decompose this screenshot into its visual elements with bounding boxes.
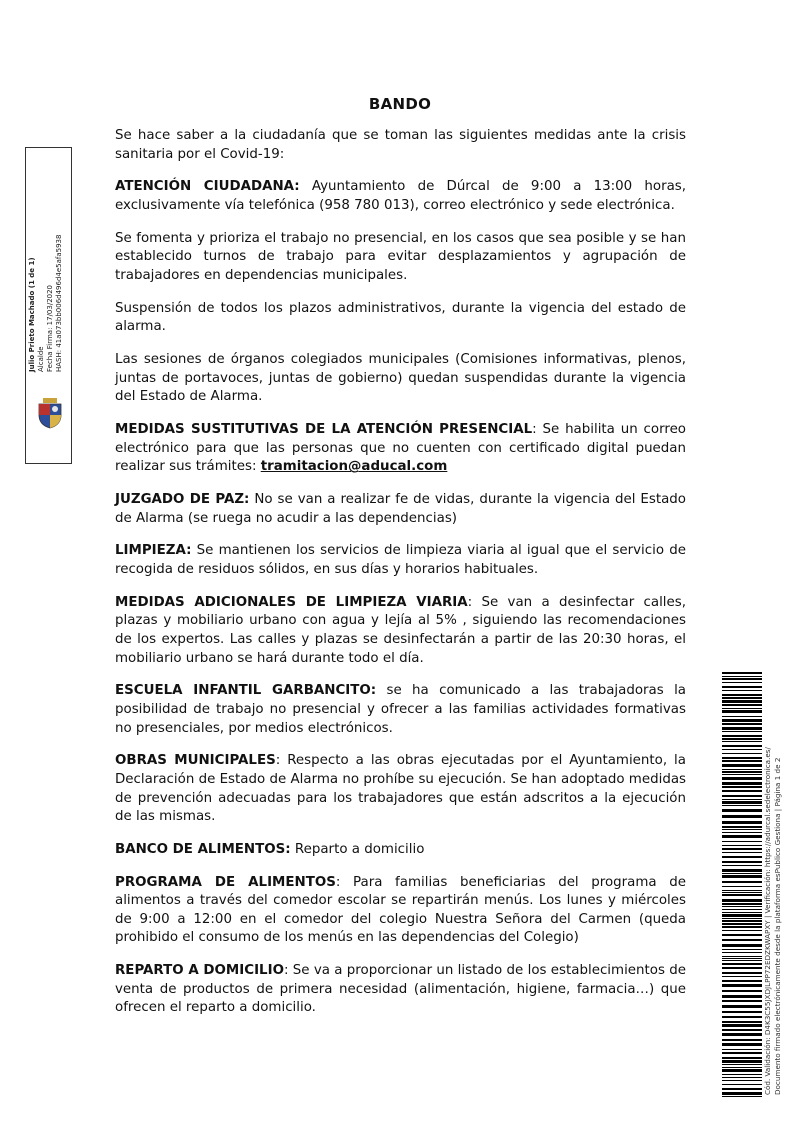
- barcode-bar: [722, 934, 762, 936]
- barcode-bar: [722, 1011, 762, 1013]
- barcode-bar: [722, 972, 762, 974]
- barcode-bar: [722, 918, 762, 919]
- barcode-bar: [722, 731, 762, 732]
- barcode-bar: [722, 926, 762, 928]
- barcode-bar: [722, 903, 762, 905]
- barcode-bar: [722, 1084, 762, 1085]
- sesiones-paragraph: Las sesiones de órganos colegiados municipales (Comisiones informativas, plenos, juntas de portavoces, juntas de gobierno) quedan suspendidas durante la vigencia del Estado de Alarma.: [115, 352, 686, 405]
- barcode-bar: [722, 914, 762, 917]
- barcode-bar: [722, 930, 762, 931]
- barcode-bar: [722, 1052, 762, 1054]
- barcode-bar: [722, 1074, 762, 1075]
- barcode-bar: [722, 835, 762, 838]
- barcode-bar: [722, 949, 762, 950]
- verification-line-2: Documento firmado electrónicamente desde la plataforma esPublico Gestiona | Página 1 de 2: [773, 757, 782, 1095]
- barcode-bar: [722, 710, 762, 713]
- barcode-bar: [722, 890, 762, 891]
- barcode-bar: [722, 944, 762, 947]
- signature-hash: HASH: 41a073bb006d496d4e5afa5938: [55, 234, 63, 372]
- barcode-bar: [722, 1092, 762, 1095]
- banco-label: BANCO DE ALIMENTOS:: [115, 841, 291, 857]
- barcode-bar: [722, 1067, 762, 1068]
- barcode-bar: [722, 826, 762, 828]
- medidas-adicionales-label: MEDIDAS ADICIONALES DE LIMPIEZA VIARIA: [115, 594, 468, 610]
- email-link[interactable]: tramitacion@aducal.com: [260, 459, 448, 475]
- programa-label: PROGRAMA DE ALIMENTOS: [115, 874, 336, 890]
- barcode-bar: [722, 741, 762, 742]
- barcode-bar: [722, 690, 762, 691]
- barcode-bar: [722, 892, 762, 893]
- barcode-bar: [722, 774, 762, 775]
- barcode-bar: [722, 920, 762, 922]
- medidas-sustitutivas-paragraph: MEDIDAS SUSTITUTIVAS DE LA ATENCIÓN PRESENCIAL: Se habilita un correo electrónico para que las personas que no cuenten con certificado digital puedan realizar sus trámites: tramitacion@aducal.com: [115, 422, 686, 475]
- barcode-bar: [722, 745, 762, 747]
- verification-line-1: Cód. Validación: D4K3C55JXDJLPP72EDZKWAPXY | Verificación: https://adurcal.sedelectronica.es/: [763, 747, 772, 1095]
- barcode-bar: [722, 1060, 762, 1063]
- barcode-bar: [722, 735, 762, 737]
- barcode-bar: [722, 1000, 762, 1002]
- barcode-bar: [722, 801, 762, 804]
- barcode-bar: [722, 1088, 762, 1090]
- barcode-bar: [722, 697, 762, 699]
- intro-paragraph: Se hace saber a la ciudadanía que se toman las siguientes medidas ante la crisis sanitaria por el Covid-19:: [115, 128, 686, 162]
- fomenta-paragraph: Se fomenta y prioriza el trabajo no presencial, en los casos que sea posible y se han establecido turnos de trabajo para evitar desplazamientos y agrupación de trabajadores en dependencias municipales.: [115, 230, 686, 283]
- barcode-bar: [722, 845, 762, 846]
- barcode-bar: [722, 1064, 762, 1065]
- barcode-bar: [722, 848, 762, 850]
- barcode-bar: [722, 786, 762, 788]
- barcode-bar: [722, 704, 762, 706]
- barcode-bar: [722, 899, 762, 902]
- barcode-bar: [722, 912, 762, 913]
- limpieza-paragraph: LIMPIEZA: Se mantienen los servicios de limpieza viaria al igual que el servicio de recogida de residuos sólidos, en sus días y horarios habituales.: [115, 543, 686, 577]
- barcode-bar: [722, 782, 762, 785]
- barcode-bar: [722, 1096, 762, 1097]
- juzgado-label: JUZGADO DE PAZ:: [115, 492, 250, 508]
- atencion-label: ATENCIÓN CIUDADANA:: [115, 179, 300, 195]
- coat-of-arms-icon: [35, 397, 65, 429]
- barcode-bar: [722, 967, 762, 969]
- barcode-bar: [722, 881, 762, 883]
- barcode-bar: [722, 869, 762, 872]
- barcode-bar: [722, 1039, 762, 1041]
- barcode-bar: [722, 939, 762, 941]
- barcode-bar: [722, 1043, 762, 1046]
- barcode-bar: [722, 995, 762, 998]
- barcode-bar: [722, 795, 762, 797]
- barcode-bar: [722, 1021, 762, 1023]
- barcode-bar: [722, 1057, 762, 1059]
- barcode-bar: [722, 1016, 762, 1018]
- barcode-bar: [722, 821, 762, 824]
- barcode-bar: [722, 815, 762, 818]
- barcode-bar: [722, 809, 762, 812]
- barcode-bar: [722, 1049, 762, 1050]
- medidas-sustitutivas-label: MEDIDAS SUSTITUTIVAS DE LA ATENCIÓN PRESENCIAL: [115, 422, 533, 438]
- barcode-bar: [722, 980, 762, 982]
- barcode-bar: [722, 771, 762, 773]
- signer-role: Alcalde: [37, 346, 45, 372]
- barcode-bar: [722, 956, 762, 957]
- obras-paragraph: OBRAS MUNICIPALES: Respecto a las obras ejecutadas por el Ayuntamiento, la Declaración de Estado de Alarma no prohíbe su ejecución. Se han adoptado medidas de prevención adecuadas para los trabajadores que están adscritos a la ejecución de las mismas.: [115, 753, 686, 825]
- barcode-bar: [722, 727, 762, 730]
- barcode-bar: [722, 749, 762, 750]
- barcode-bar: [722, 716, 762, 717]
- barcode-bar: [722, 841, 762, 842]
- limpieza-label: LIMPIEZA:: [115, 543, 192, 559]
- barcode-bar: [722, 960, 762, 961]
- barcode-bar: [722, 805, 762, 806]
- verification-text: [763, 695, 800, 1095]
- barcode-bar: [722, 852, 762, 853]
- programa-paragraph: PROGRAMA DE ALIMENTOS: Para familias beneficiarias del programa de alimentos a través del comedor escolar se repartirán menús. Los lunes y miércoles de 9:00 a 12:00 en el comedor del colegio Nuestra Señora del Carmen (queda prohibido el consumo de los menús en las dependencias del Colegio): [115, 874, 687, 946]
- barcode-bar: [722, 829, 762, 830]
- barcode: [722, 672, 762, 1097]
- barcode-bar: [722, 958, 762, 959]
- barcode-bar: [722, 865, 762, 866]
- barcode-bar: [722, 769, 762, 770]
- barcode-bar: [722, 753, 762, 754]
- barcode-bar: [722, 832, 762, 833]
- signer-name: Julio Prieto Machado (1 de 1): [28, 257, 36, 372]
- barcode-bar: [722, 719, 762, 722]
- barcode-bar: [722, 738, 762, 740]
- barcode-bar: [722, 678, 762, 680]
- barcode-bar: [722, 757, 762, 759]
- barcode-bar: [722, 923, 762, 925]
- barcode-bar: [722, 700, 762, 703]
- document-body: [115, 127, 686, 1032]
- barcode-bar: [722, 861, 762, 863]
- barcode-bar: [722, 856, 762, 858]
- barcode-bar: [722, 976, 762, 977]
- barcode-bar: [722, 723, 762, 725]
- barcode-bar: [722, 1033, 762, 1036]
- page-title: BANDO: [368, 95, 432, 113]
- barcode-bar: [722, 886, 762, 887]
- barcode-bar: [722, 1005, 762, 1008]
- signature-date: Fecha Firma: 17/03/2020: [46, 284, 54, 372]
- barcode-bar: [722, 764, 762, 767]
- barcode-bar: [722, 760, 762, 762]
- barcode-bar: [722, 790, 762, 792]
- barcode-bar: [722, 984, 762, 987]
- barcode-bar: [722, 676, 762, 677]
- barcode-bar: [722, 672, 762, 674]
- juzgado-paragraph: JUZGADO DE PAZ: No se van a realizar fe de vidas, durante la vigencia del Estado de Alarma (se ruega no acudir a las dependencias): [115, 492, 686, 526]
- barcode-bar: [722, 909, 762, 910]
- barcode-bar: [722, 686, 762, 688]
- barcode-bar: [722, 708, 762, 709]
- barcode-bar: [722, 1077, 762, 1078]
- barcode-bar: [722, 873, 762, 874]
- signature-text: [28, 207, 70, 372]
- banco-paragraph: BANCO DE ALIMENTOS: Reparto a domicilio: [115, 841, 425, 857]
- reparto-paragraph: REPARTO A DOMICILIO: Se va a proporcionar un listado de los establecimientos de venta de productos de primera necesidad (alimentación, higiene, farmacia…) que ofrecen el reparto a domicilio.: [115, 963, 686, 1016]
- barcode-bar: [722, 1080, 762, 1081]
- barcode-bar: [722, 694, 762, 696]
- escuela-paragraph: ESCUELA INFANTIL GARBANCITO: se ha comunicado a las trabajadoras la posibilidad de trabajo no presencial y ofrecer a las familias actividades formativas no presenciales, por medios electrónicos.: [115, 683, 686, 736]
- barcode-bar: [722, 906, 762, 907]
- barcode-bar: [722, 894, 762, 896]
- barcode-bar: [722, 1024, 762, 1027]
- barcode-bar: [722, 1069, 762, 1072]
- barcode-bar: [722, 952, 762, 953]
- suspension-paragraph: Suspensión de todos los plazos administrativos, durante la vigencia del estado de alarma.: [115, 300, 686, 335]
- barcode-bar: [722, 963, 762, 965]
- barcode-bar: [722, 875, 762, 878]
- medidas-adicionales-paragraph: MEDIDAS ADICIONALES DE LIMPIEZA VIARIA: Se van a desinfectar calles, plazas y mobiliario urbano con agua y lejía al 5% , siguiendo las recomendaciones de los expertos. Las calles y plazas se desinfectarán a partir de las 20:30 horas, el mobiliario urbano se hará durante todo el día.: [115, 594, 686, 666]
- atencion-paragraph: ATENCIÓN CIUDADANA: Ayuntamiento de Dúrcal de 9:00 a 13:00 horas, exclusivamente vía telefónica (958 780 013), correo electrónico y sede electrónica.: [115, 179, 687, 213]
- escuela-label: ESCUELA INFANTIL GARBANCITO:: [115, 683, 377, 699]
- reparto-label: REPARTO A DOMICILIO: [115, 963, 284, 979]
- barcode-bar: [722, 777, 762, 780]
- obras-label: OBRAS MUNICIPALES: [115, 753, 276, 769]
- barcode-bar: [722, 1029, 762, 1031]
- barcode-bar: [722, 682, 762, 683]
- barcode-bar: [722, 799, 762, 800]
- barcode-bar: [722, 990, 762, 992]
